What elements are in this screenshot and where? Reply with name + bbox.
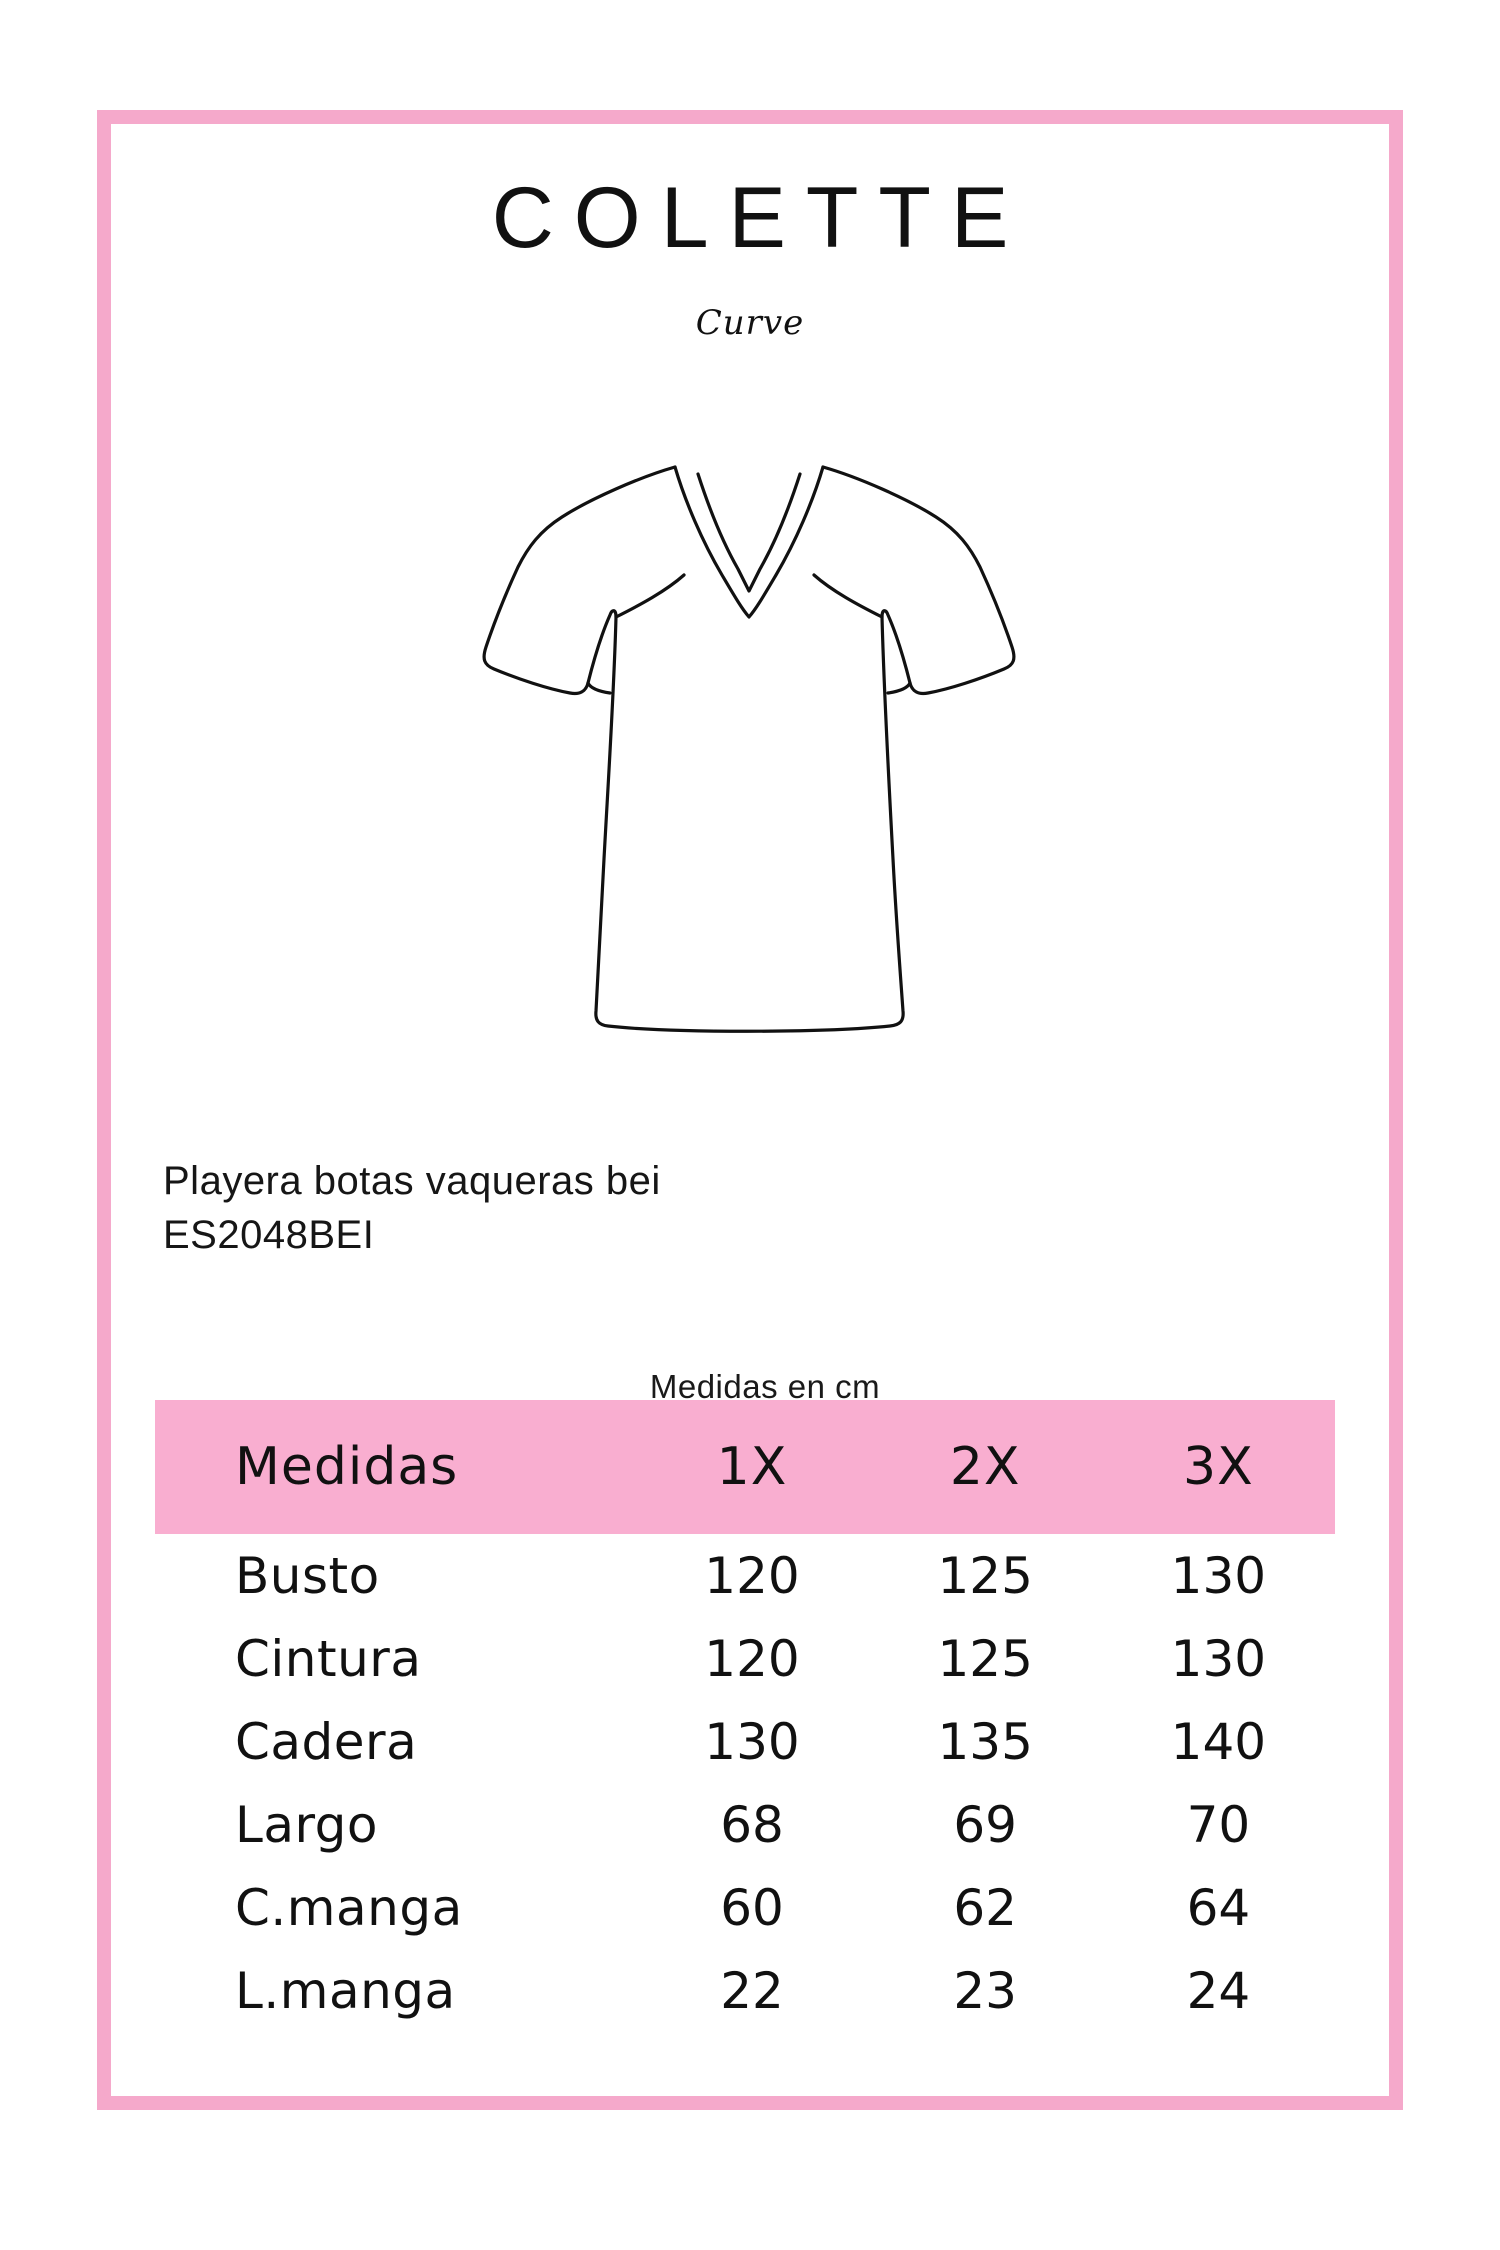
row-label: Busto xyxy=(235,1546,380,1605)
row-value-2x: 125 xyxy=(937,1629,1033,1688)
row-value-2x: 69 xyxy=(953,1795,1017,1854)
row-label: Cadera xyxy=(235,1712,418,1771)
row-value-3x: 70 xyxy=(1186,1795,1251,1854)
row-label: L.manga xyxy=(235,1961,456,2020)
table-row xyxy=(155,1949,1335,2032)
size-table-head xyxy=(155,1400,1335,1534)
product-description: Playera botas vaqueras bei xyxy=(163,1159,661,1203)
table-row xyxy=(155,1617,1335,1700)
row-value-1x: 120 xyxy=(704,1546,800,1605)
header-size-3x: 3X xyxy=(1183,1437,1254,1497)
size-table xyxy=(155,1400,1335,2032)
row-label: Largo xyxy=(235,1795,379,1854)
size-table-body xyxy=(155,1534,1335,2032)
product-code: ES2048BEI xyxy=(163,1212,375,1257)
table-row xyxy=(155,1534,1335,1617)
header-measures: Medidas xyxy=(235,1437,459,1497)
row-value-1x: 130 xyxy=(704,1712,800,1771)
row-value-2x: 62 xyxy=(953,1878,1017,1937)
brand-subtitle: Curve xyxy=(695,303,805,343)
row-value-2x: 125 xyxy=(937,1546,1033,1605)
header-size-2x: 2X xyxy=(949,1437,1021,1497)
row-value-3x: 140 xyxy=(1170,1712,1267,1771)
brand-name: COLETTE xyxy=(491,170,1029,266)
row-value-1x: 22 xyxy=(720,1961,784,2020)
row-label: C.manga xyxy=(235,1878,463,1937)
row-value-3x: 130 xyxy=(1170,1546,1267,1605)
product-info xyxy=(163,1155,1263,1262)
table-header-row xyxy=(155,1400,1335,1534)
row-value-2x: 23 xyxy=(953,1961,1017,2020)
row-value-1x: 68 xyxy=(720,1795,784,1854)
row-value-3x: 64 xyxy=(1186,1878,1251,1937)
row-value-3x: 24 xyxy=(1186,1961,1251,2020)
header-size-1x: 1X xyxy=(716,1437,788,1497)
row-label: Cintura xyxy=(235,1629,422,1688)
v-neck-tshirt-illustration xyxy=(470,455,1030,1065)
table-row xyxy=(155,1783,1335,1866)
brand-header xyxy=(0,170,1500,343)
row-value-3x: 130 xyxy=(1170,1629,1267,1688)
row-value-1x: 60 xyxy=(720,1878,784,1937)
size-table-wrapper xyxy=(155,1400,1335,2032)
row-value-2x: 135 xyxy=(937,1712,1033,1771)
units-note: Medidas en cm xyxy=(649,1368,881,1405)
table-row xyxy=(155,1866,1335,1949)
row-value-1x: 120 xyxy=(704,1629,800,1688)
table-row xyxy=(155,1700,1335,1783)
